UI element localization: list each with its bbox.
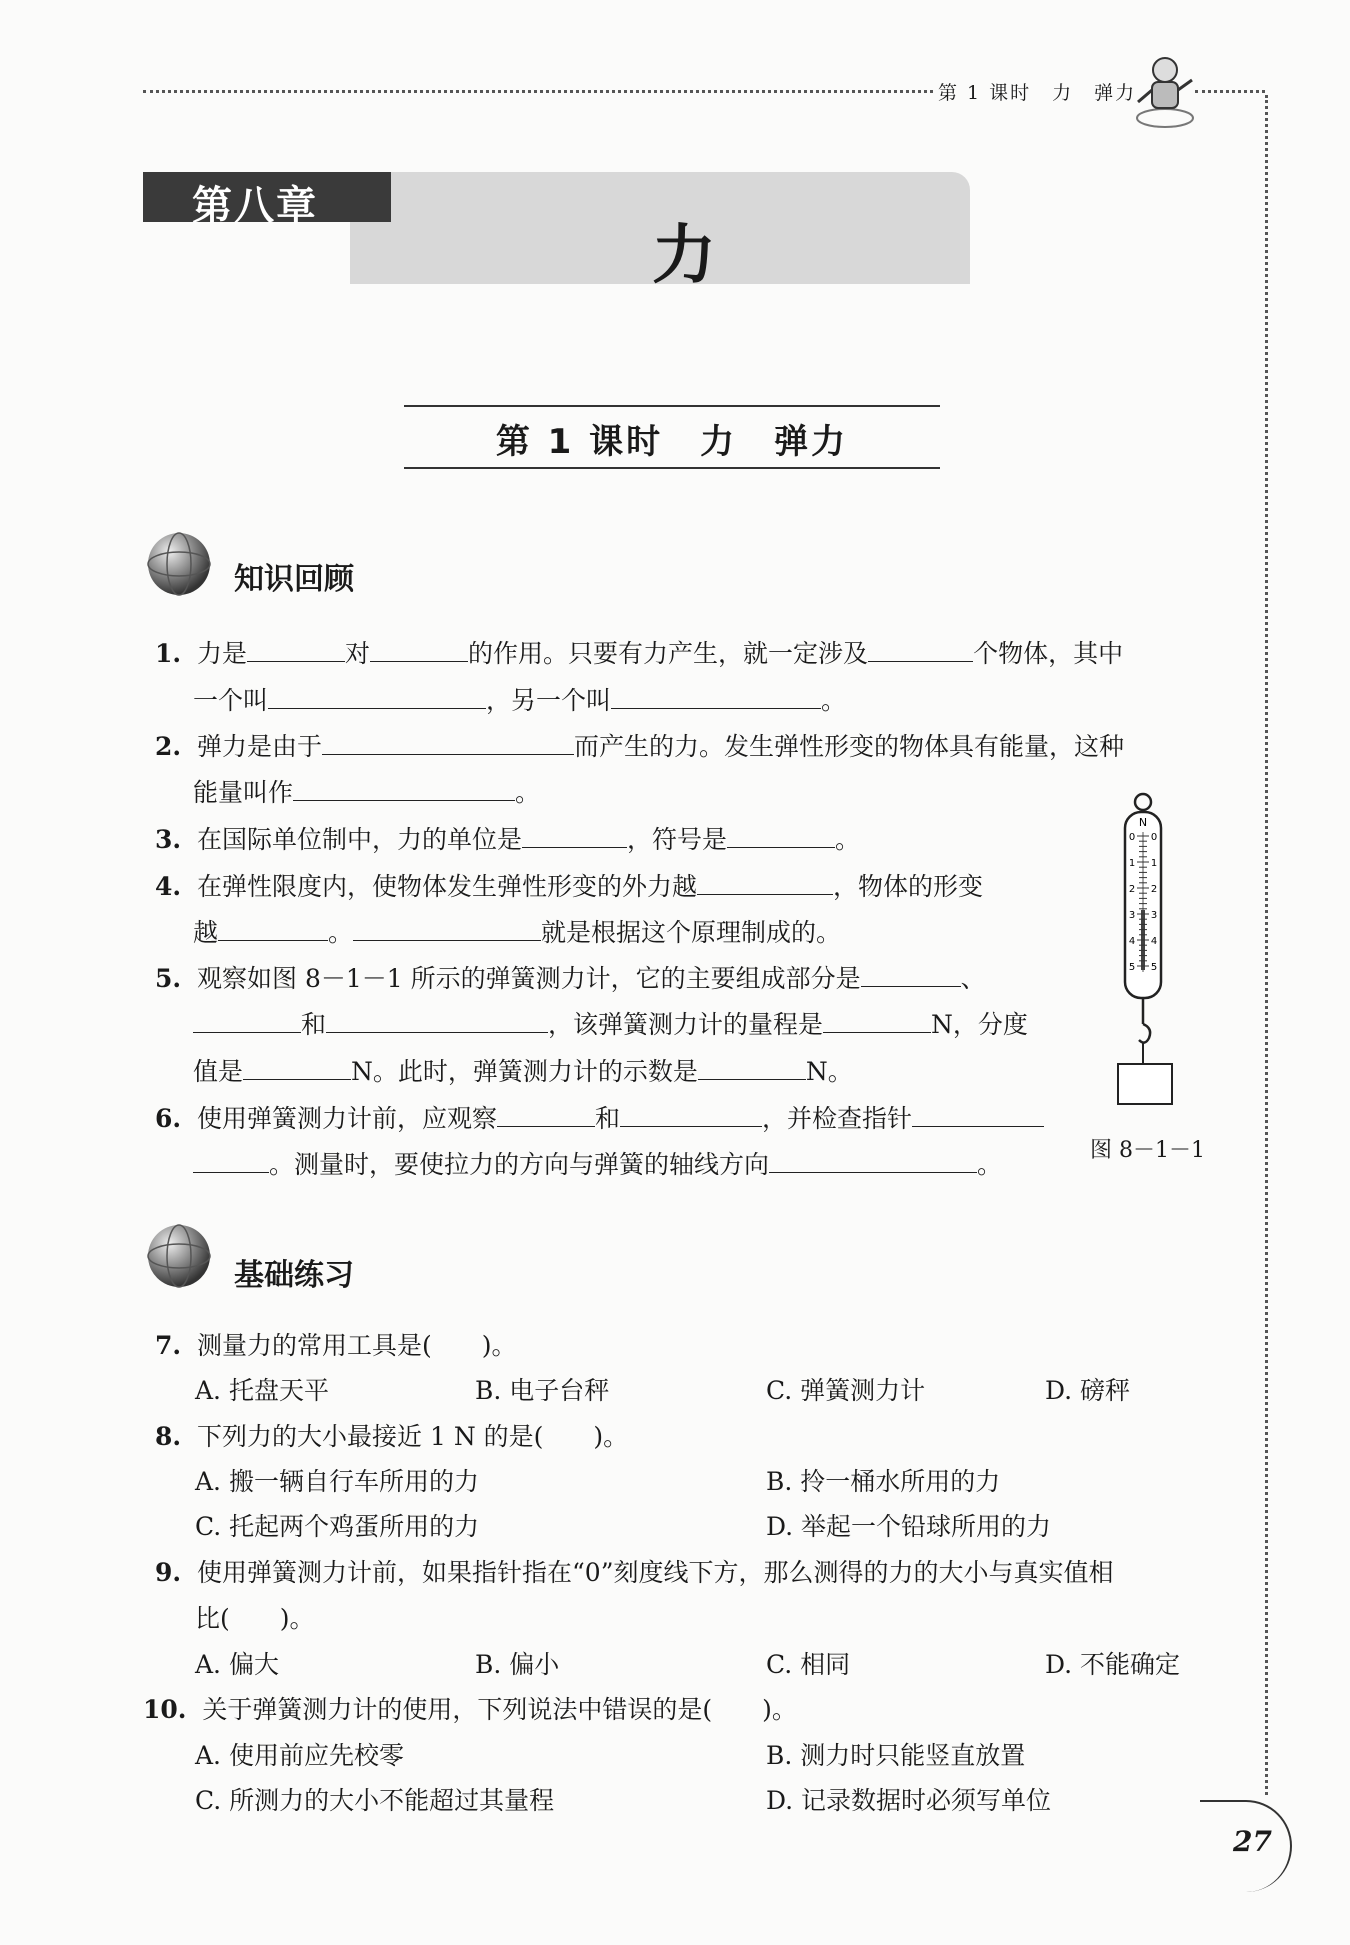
question-5-cont: 和 ，该弹簧测力计的量程是 N，分度 [193, 1010, 1028, 1040]
question-5-cont2: 值是 N。此时，弹簧测力计的示数是 N。 [193, 1057, 853, 1086]
answer-blank[interactable] [243, 1057, 351, 1080]
question-4: 4. 在弹性限度内，使物体发生弹性形变的外力越 ，物体的形变 [155, 872, 984, 901]
answer-blank[interactable] [326, 1010, 548, 1033]
question-9-cont: 比( )。 [195, 1604, 315, 1633]
question-6-cont: 。测量时，要使拉力的方向与弹簧的轴线方向 。 [193, 1150, 1002, 1180]
option-d[interactable]: D. 不能确定 [1045, 1650, 1181, 1679]
question-6: 6. 使用弹簧测力计前，应观察 和 ，并检查指针 [155, 1104, 1044, 1134]
option-c[interactable]: C. 所测力的大小不能超过其量程 [195, 1786, 555, 1815]
spring-scale-figure [1105, 792, 1190, 1112]
scale-tick-label: 1 [1128, 858, 1136, 869]
question-1-cont: 一个叫 ，另一个叫 。 [193, 686, 847, 715]
answer-blank[interactable] [823, 1010, 931, 1033]
question-1: 1. 力是 对 的作用。只要有力产生，就一定涉及 个物体，其中 [155, 639, 1124, 668]
lesson-title-rule-top [404, 405, 940, 407]
side-divider [1265, 95, 1268, 1795]
answer-blank[interactable] [620, 1104, 762, 1127]
option-a[interactable]: A. 使用前应先校零 [195, 1741, 404, 1770]
answer-blank[interactable] [247, 639, 345, 662]
mascot-icon [1130, 50, 1200, 130]
option-d[interactable]: D. 磅秤 [1045, 1376, 1131, 1405]
option-a[interactable]: A. 搬一辆自行车所用的力 [195, 1467, 479, 1496]
answer-blank[interactable] [497, 1104, 595, 1127]
chapter-title: 力 [652, 219, 716, 293]
scale-tick-label: 2 [1150, 884, 1158, 895]
running-header: 第 1 课时 力 弹力 [938, 82, 1137, 104]
answer-blank[interactable] [293, 778, 515, 801]
header-divider-right [1195, 90, 1265, 93]
answer-blank[interactable] [322, 732, 574, 755]
scale-tick-label: 1 [1150, 858, 1158, 869]
answer-blank[interactable] [193, 1010, 301, 1033]
option-d[interactable]: D. 举起一个铅球所用的力 [766, 1512, 1052, 1541]
answer-blank[interactable] [861, 964, 961, 987]
answer-blank[interactable] [697, 872, 833, 895]
question-8: 8. 下列力的大小最接近 1 N 的是( )。 [155, 1422, 629, 1451]
header-divider [143, 90, 933, 93]
scale-unit: N [1138, 816, 1148, 829]
answer-blank[interactable] [218, 918, 328, 941]
section-title-basic: 基础练习 [234, 1258, 354, 1293]
question-7: 7. 测量力的常用工具是( )。 [155, 1331, 517, 1360]
scale-tick-label: 3 [1150, 910, 1158, 921]
option-c[interactable]: C. 相同 [766, 1650, 851, 1679]
answer-blank[interactable] [912, 1104, 1044, 1127]
scale-tick-label: 4 [1128, 936, 1136, 947]
scale-tick-label: 0 [1128, 832, 1136, 843]
section-title-review: 知识回顾 [234, 562, 354, 597]
question-2: 2. 弹力是由于 而产生的力。发生弹性形变的物体具有能量，这种 [155, 732, 1125, 761]
question-3: 3. 在国际单位制中，力的单位是 ，符号是 。 [155, 825, 861, 854]
answer-blank[interactable] [193, 1150, 269, 1173]
answer-blank[interactable] [698, 1057, 806, 1080]
globe-icon [143, 1222, 215, 1290]
scale-tick-label: 2 [1128, 884, 1136, 895]
option-b[interactable]: B. 电子台秤 [475, 1376, 610, 1405]
answer-blank[interactable] [353, 918, 541, 941]
page-number: 27 [1233, 1825, 1272, 1858]
scale-tick-label: 5 [1150, 962, 1158, 973]
option-b[interactable]: B. 偏小 [475, 1650, 560, 1679]
answer-blank[interactable] [868, 639, 973, 662]
question-5: 5. 观察如图 8－1－1 所示的弹簧测力计，它的主要组成部分是 、 [155, 964, 986, 993]
scale-tick-label: 0 [1150, 832, 1158, 843]
option-d[interactable]: D. 记录数据时必须写单位 [766, 1786, 1052, 1815]
question-10: 10. 关于弹簧测力计的使用，下列说法中错误的是( )。 [143, 1695, 797, 1724]
answer-blank[interactable] [522, 825, 627, 848]
lesson-title: 第 1 课时 力 弹力 [495, 422, 849, 462]
option-c[interactable]: C. 弹簧测力计 [766, 1376, 926, 1405]
figure-caption: 图 8－1－1 [1090, 1138, 1205, 1163]
question-4-cont: 越 。 就是根据这个原理制成的。 [193, 918, 842, 947]
answer-blank[interactable] [727, 825, 835, 848]
answer-blank[interactable] [268, 686, 486, 709]
answer-blank[interactable] [769, 1150, 977, 1173]
option-c[interactable]: C. 托起两个鸡蛋所用的力 [195, 1512, 480, 1541]
scale-tick-label: 3 [1128, 910, 1136, 921]
option-b[interactable]: B. 测力时只能竖直放置 [766, 1741, 1026, 1770]
question-9: 9. 使用弹簧测力计前，如果指针指在“0”刻度线下方，那么测得的力的大小与真实值相 [155, 1558, 1114, 1587]
option-a[interactable]: A. 托盘天平 [195, 1376, 329, 1405]
answer-blank[interactable] [611, 686, 821, 709]
scale-tick-label: 5 [1128, 962, 1136, 973]
globe-icon [143, 530, 215, 598]
answer-blank[interactable] [370, 639, 468, 662]
option-a[interactable]: A. 偏大 [195, 1650, 279, 1679]
option-b[interactable]: B. 拎一桶水所用的力 [766, 1467, 1001, 1496]
chapter-label: 第八章 [192, 182, 318, 229]
question-2-cont: 能量叫作 。 [193, 778, 541, 807]
lesson-title-rule-bottom [404, 467, 940, 469]
scale-tick-label: 4 [1150, 936, 1158, 947]
